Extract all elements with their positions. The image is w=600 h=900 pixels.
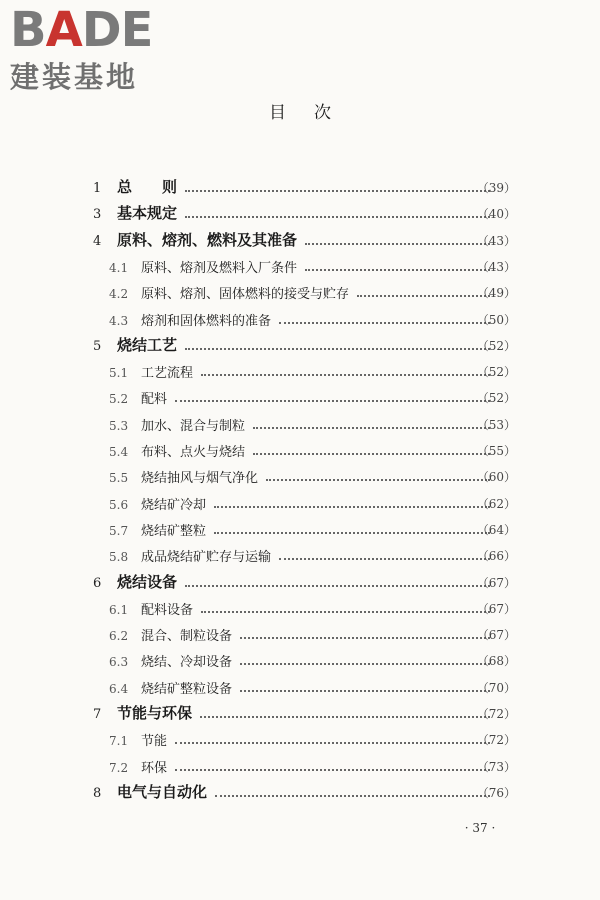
toc-entry-title: 电气与自动化 bbox=[117, 782, 208, 801]
toc-entry[interactable] bbox=[0, 568, 600, 594]
toc-entry-page: （67） bbox=[476, 575, 516, 590]
bade-logo bbox=[10, 2, 175, 94]
toc-entry[interactable] bbox=[0, 226, 600, 252]
dot-leader bbox=[201, 374, 490, 376]
dot-leader bbox=[185, 216, 490, 218]
toc-entry[interactable] bbox=[0, 199, 600, 225]
toc-entry-title: 环保 bbox=[141, 760, 168, 776]
dot-leader bbox=[214, 532, 490, 534]
toc-entry-number: 5.4 bbox=[109, 445, 129, 459]
toc-entry-number: 5.3 bbox=[109, 418, 129, 433]
toc-entry[interactable] bbox=[0, 673, 600, 699]
toc-entry[interactable] bbox=[0, 752, 600, 778]
toc-entry-number: 5 bbox=[93, 338, 102, 354]
dot-leader bbox=[185, 190, 490, 192]
toc-entry-page: （72） bbox=[476, 733, 516, 748]
toc-entry-number: 6 bbox=[93, 575, 102, 591]
toc-entry-page: （60） bbox=[476, 470, 516, 485]
toc-entry-title: 成品烧结矿贮存与运输 bbox=[141, 550, 272, 566]
toc-entry-page: （39） bbox=[476, 181, 516, 195]
page-number: · 37 · bbox=[464, 821, 496, 835]
toc-entry-page: （76） bbox=[476, 785, 516, 800]
toc-entry-title: 工艺流程 bbox=[141, 366, 194, 382]
dot-leader bbox=[175, 400, 490, 402]
dot-leader bbox=[305, 243, 490, 245]
toc-entry-number: 6.4 bbox=[109, 681, 129, 696]
toc-entry-title: 原料、熔剂、固体燃料的接受与贮存 bbox=[141, 287, 350, 303]
toc-entry[interactable] bbox=[0, 173, 600, 199]
toc-entry-title: 总 则 bbox=[117, 178, 178, 196]
toc-entry-number: 7.1 bbox=[109, 734, 129, 749]
dot-leader bbox=[279, 322, 490, 324]
toc-entry-number: 5.7 bbox=[109, 523, 129, 538]
toc-entry[interactable] bbox=[0, 410, 600, 436]
toc-entry-page: （66） bbox=[476, 549, 516, 564]
toc-entry-title: 混合、制粒设备 bbox=[141, 629, 233, 645]
toc-entry-page: （40） bbox=[476, 207, 516, 222]
dot-leader bbox=[215, 795, 490, 797]
toc-entry[interactable] bbox=[0, 383, 600, 409]
toc-entry-title: 烧结工艺 bbox=[117, 335, 178, 354]
toc-entry-page: （55） bbox=[476, 444, 516, 458]
toc-entry[interactable] bbox=[0, 646, 600, 672]
toc-entry[interactable] bbox=[0, 515, 600, 541]
toc-entry[interactable] bbox=[0, 594, 600, 620]
toc-entry-number: 7.2 bbox=[109, 760, 129, 775]
toc-entry[interactable] bbox=[0, 778, 600, 804]
toc-entry-number: 5.1 bbox=[109, 366, 129, 381]
toc-entry-page: （64） bbox=[476, 522, 516, 537]
toc-entry[interactable] bbox=[0, 699, 600, 725]
toc-entry[interactable] bbox=[0, 252, 600, 278]
dot-leader bbox=[185, 585, 490, 587]
toc-entry-title: 烧结抽风与烟气净化 bbox=[141, 471, 259, 487]
toc-entry-title: 布料、点火与烧结 bbox=[141, 445, 246, 460]
dot-leader bbox=[305, 269, 490, 271]
toc-entry-number: 6.2 bbox=[109, 629, 129, 644]
toc-entry-page: （68） bbox=[476, 654, 516, 669]
toc-entry-page: （49） bbox=[476, 286, 516, 301]
dot-leader bbox=[214, 506, 490, 508]
toc-entry[interactable] bbox=[0, 489, 600, 515]
dot-leader bbox=[185, 348, 490, 350]
toc-entry[interactable] bbox=[0, 305, 600, 331]
toc-entry-title: 配料设备 bbox=[141, 602, 194, 618]
toc-entry-number: 8 bbox=[93, 785, 102, 801]
toc-entry-title: 原料、熔剂及燃料入厂条件 bbox=[141, 260, 298, 276]
toc-entry-page: （62） bbox=[476, 496, 516, 511]
toc-entry-number: 4.3 bbox=[109, 313, 129, 328]
toc-entry-number: 3 bbox=[93, 207, 102, 223]
toc-entry-number: 4 bbox=[93, 233, 102, 249]
toc-entry-number: 4.1 bbox=[109, 260, 129, 275]
dot-leader bbox=[357, 295, 490, 297]
toc-entry-title: 加水、混合与制粒 bbox=[141, 418, 246, 434]
toc-entry-number: 6.1 bbox=[109, 602, 129, 617]
toc-entry-page: （53） bbox=[476, 417, 516, 432]
toc-entry-page: （67） bbox=[476, 601, 516, 616]
toc-entry-page: （50） bbox=[476, 312, 516, 327]
toc-entry[interactable] bbox=[0, 541, 600, 567]
toc-entry-number: 5.8 bbox=[109, 550, 129, 565]
toc-entry-title: 熔剂和固体燃料的准备 bbox=[141, 313, 272, 329]
toc-entry-page: （52） bbox=[476, 391, 516, 406]
dot-leader bbox=[240, 663, 490, 665]
toc-entry-title: 烧结设备 bbox=[117, 572, 178, 591]
toc-entry-title: 基本规定 bbox=[117, 204, 178, 223]
dot-leader bbox=[175, 769, 490, 771]
toc-entry-number: 5.5 bbox=[109, 471, 129, 486]
toc-entry-number: 1 bbox=[93, 181, 102, 196]
dot-leader bbox=[175, 742, 490, 744]
toc-entry-page: （52） bbox=[476, 338, 516, 353]
dot-leader bbox=[279, 558, 490, 560]
page-title: 目次 bbox=[269, 103, 359, 123]
toc-entry-page: （43） bbox=[476, 259, 516, 274]
toc-entry[interactable] bbox=[0, 331, 600, 357]
dot-leader bbox=[266, 479, 490, 481]
toc-entry-title: 烧结、冷却设备 bbox=[141, 655, 233, 671]
toc-entry[interactable] bbox=[0, 357, 600, 383]
dot-leader bbox=[253, 427, 490, 429]
dot-leader bbox=[201, 611, 490, 613]
dot-leader bbox=[240, 690, 490, 692]
toc-entry-page: （72） bbox=[476, 707, 516, 721]
toc-entry-number: 5.6 bbox=[109, 497, 129, 512]
toc-entry-title: 烧结矿整粒设备 bbox=[141, 681, 233, 697]
toc-entry-number: 6.3 bbox=[109, 655, 129, 670]
toc-entry[interactable] bbox=[0, 462, 600, 488]
logo-wordmark: BADE bbox=[10, 2, 153, 58]
toc-entry[interactable] bbox=[0, 436, 600, 462]
toc-entry-title: 烧结矿整粒 bbox=[141, 523, 207, 539]
toc-entry-title: 原料、熔剂、燃料及其准备 bbox=[117, 230, 298, 249]
dot-leader bbox=[200, 716, 490, 718]
toc-entry-title: 节能与环保 bbox=[117, 704, 193, 722]
toc-entry-page: （70） bbox=[476, 680, 516, 695]
toc-entry-number: 5.2 bbox=[109, 392, 129, 407]
toc-entry[interactable] bbox=[0, 278, 600, 304]
toc-entry[interactable] bbox=[0, 725, 600, 751]
toc-entry-number: 4.2 bbox=[109, 287, 129, 302]
toc-entry-number: 7 bbox=[93, 707, 102, 722]
toc-entry-title: 配料 bbox=[141, 392, 168, 408]
dot-leader bbox=[253, 453, 490, 455]
toc-entry-page: （67） bbox=[476, 628, 516, 643]
toc-entry-page: （52） bbox=[476, 365, 516, 380]
toc-entry-page: （43） bbox=[476, 233, 516, 248]
toc-entry[interactable] bbox=[0, 620, 600, 646]
dot-leader bbox=[240, 637, 490, 639]
toc-entry-page: （73） bbox=[476, 759, 516, 774]
toc-entry-title: 烧结矿冷却 bbox=[141, 497, 207, 513]
toc-entry-title: 节能 bbox=[141, 734, 168, 750]
logo-subtitle: 建装基地 bbox=[10, 60, 139, 94]
